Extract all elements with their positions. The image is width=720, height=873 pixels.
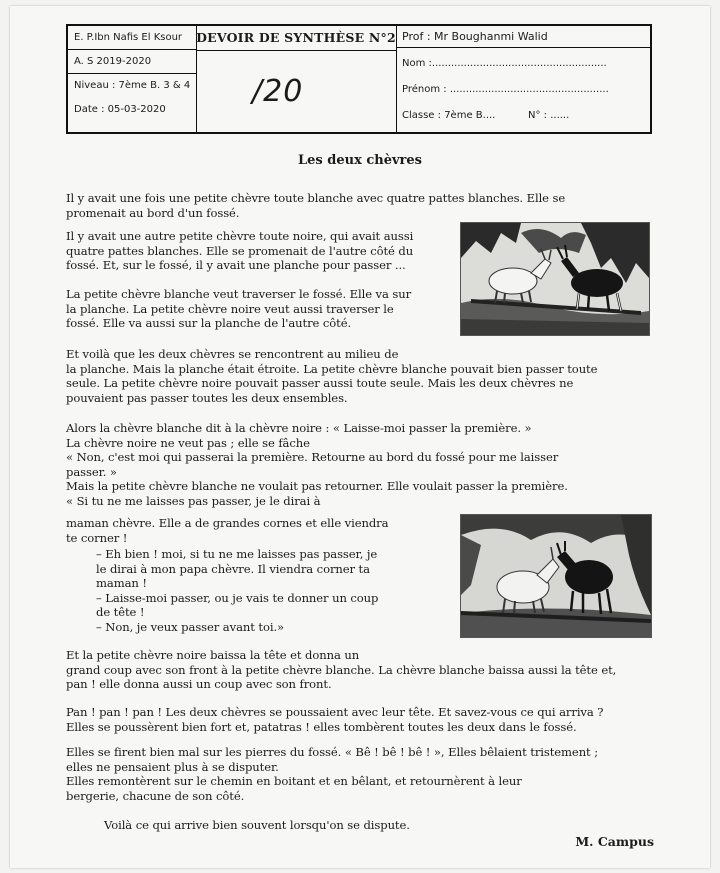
paragraph-3: La petite chèvre blanche veut traverser le fossé. Elle va sur la planche. La petite chèvre noire veut aussi traverser le fossé. Elle va aussi sur la planche de l'autre côté. xyxy=(66,287,412,331)
school-year: A. S 2019-2020 xyxy=(74,56,152,67)
author-signature: M. Campus xyxy=(575,834,654,849)
firstname-field[interactable]: Prénom : .................................................. xyxy=(402,84,609,95)
name-field[interactable]: Nom :....................................................... xyxy=(402,58,607,69)
score-box: /20 xyxy=(252,74,304,109)
paragraph-7: – Eh bien ! moi, si tu ne me laisses pas passer, je le dirai à mon papa chèvre. Il viendra corner ta maman ! – Laisse-moi passer, ou je vais te donner un coup de tête ! – Non, je veux passer avant toi.» xyxy=(96,547,379,634)
class-field[interactable]: Classe : 7ème B.... xyxy=(402,110,496,121)
school-name: E. P.Ibn Nafis El Ksour xyxy=(74,32,183,43)
paragraph-4: Et voilà que les deux chèvres se rencontrent au milieu de la planche. Mais la planche était étroite. La petite chèvre blanche pouvait bien passer toute seule. La petite chèvre noire pouvait passer aussi toute seule. Mais les deux chèvres ne pouvaient pas passer toutes les deux ensembles. xyxy=(66,347,598,405)
student-info-column xyxy=(396,26,650,132)
teacher-name: Prof : Mr Boughanmi Walid xyxy=(396,26,650,48)
divider xyxy=(68,49,196,50)
class-level: Niveau : 7ème B. 3 & 4 xyxy=(74,80,191,91)
exam-date: Date : 05-03-2020 xyxy=(74,104,166,115)
exam-header xyxy=(66,24,652,134)
paragraph-9: Pan ! pan ! pan ! Les deux chèvres se poussaient avec leur tête. Et savez-vous ce qui arriva ? Elles se poussèrent bien fort et, patatras ! elles tombèrent toutes les deux dans le fossé. xyxy=(66,705,604,734)
paragraph-6: maman chèvre. Elle a de grandes cornes et elle viendra te corner ! xyxy=(66,516,389,545)
school-info-column xyxy=(68,26,197,132)
story-title: Les deux chèvres xyxy=(298,153,422,168)
goats-on-plank-illustration xyxy=(460,222,650,336)
number-field[interactable]: N° : ...... xyxy=(528,110,570,121)
title-column xyxy=(196,26,397,132)
goats-face-to-face-illustration xyxy=(460,514,652,638)
divider xyxy=(68,73,196,74)
paragraph-1: Il y avait une fois une petite chèvre toute blanche avec quatre pattes blanches. Elle se promenait au bord d'un fossé. xyxy=(66,191,566,220)
paragraph-5: Alors la chèvre blanche dit à la chèvre noire : « Laisse-moi passer la première. » La chèvre noire ne veut pas ; elle se fâche « Non, c'est moi qui passerai la première. Retourne au bord du fossé pour me laisser passer. » Mais la petite chèvre blanche ne voulait pas retourner. Elle voulait passer la première. « Si tu ne me laisses pas passer, je le dirai à xyxy=(66,421,568,508)
paragraph-2: Il y avait une autre petite chèvre toute noire, qui avait aussi quatre pattes blanches. Elle se promenait de l'autre côté du fossé. Et, sur le fossé, il y avait une planche pour passer ... xyxy=(66,229,414,273)
paragraph-8: Et la petite chèvre noire baissa la tête et donna un grand coup avec son front à la petite chèvre blanche. La chèvre blanche baissa aussi la tête et, pan ! elle donna aussi un coup avec son front. xyxy=(66,648,617,692)
paragraph-11: Voilà ce qui arrive bien souvent lorsqu'on se dispute. xyxy=(104,818,410,832)
paragraph-10: Elles se firent bien mal sur les pierres du fossé. « Bê ! bê ! bê ! », Elles bêlaient tristement ; elles ne pensaient plus à se disputer. Elles remontèrent sur le chemin en boitant et en bêlant, et retournèrent à leur bergerie, chacune de son côté. xyxy=(66,745,599,803)
exam-title: DEVOIR DE SYNTHÈSE N°2 xyxy=(196,26,396,51)
